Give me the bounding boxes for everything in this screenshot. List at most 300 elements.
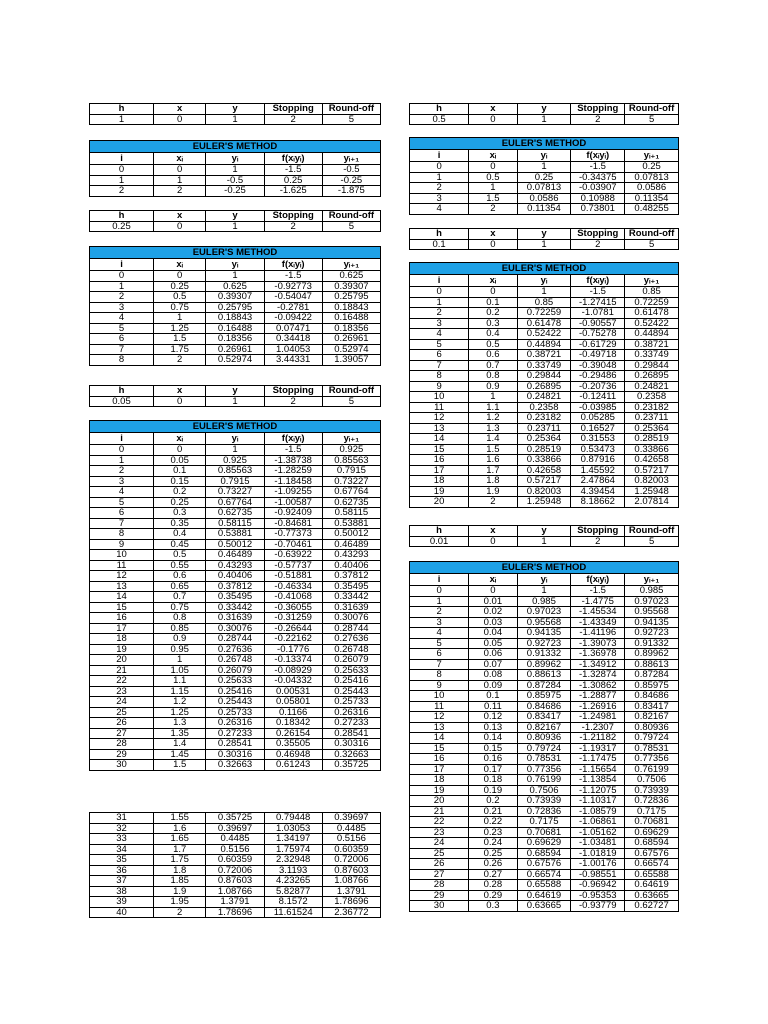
table-cell: 1 [517, 586, 571, 597]
table-cell: 0.25795 [322, 292, 380, 303]
table-cell: 0.25795 [206, 302, 264, 313]
table-cell: 9 [90, 539, 154, 550]
table-cell: 0.23711 [625, 413, 679, 424]
table-row [410, 381, 679, 392]
table-cell: -0.95353 [571, 890, 625, 901]
table-cell: 37 [90, 876, 154, 887]
table-cell: 4 [410, 628, 469, 639]
table-cell: 0.7506 [517, 785, 571, 796]
euler-header-cell: xᵢ [469, 150, 517, 162]
table-cell: 17 [410, 764, 469, 775]
table-cell: 0.5 [154, 292, 206, 303]
table-cell: 19 [410, 486, 469, 497]
table-cell: 0.35505 [264, 739, 322, 750]
table-cell: 1.75 [154, 344, 206, 355]
table-cell: -0.34375 [571, 172, 625, 183]
table-cell: 0.52974 [206, 355, 264, 366]
table-cell: 0.26154 [264, 728, 322, 739]
table-cell: 29 [90, 749, 154, 760]
table-cell: 0.6 [154, 571, 206, 582]
table-cell: 0.62735 [206, 508, 264, 519]
table-cell: 0.27636 [322, 634, 380, 645]
param-header-cell: Stopping [264, 104, 322, 115]
table-cell: 0.92723 [625, 628, 679, 639]
table-cell: 2 [154, 186, 206, 197]
table-cell: 0.67764 [206, 497, 264, 508]
table-cell: -0.77373 [264, 529, 322, 540]
table-cell: 1 [469, 183, 517, 194]
table-row [410, 596, 679, 607]
euler-header-cell: yᵢ₊₁ [625, 150, 679, 162]
table-cell: 0.7915 [322, 466, 380, 477]
table-cell: 0.7 [154, 592, 206, 603]
table-cell: 1.03053 [264, 823, 322, 834]
table-cell: 0.85 [625, 287, 679, 298]
table-row [410, 806, 679, 817]
table-cell: 0.7915 [206, 476, 264, 487]
param-header-cell: Round-off [322, 386, 380, 397]
table-cell: 0.67576 [517, 859, 571, 870]
table-row [90, 302, 381, 313]
table-cell: 1.5 [469, 193, 517, 204]
table-cell: 1 [90, 455, 154, 466]
table-cell: 0.29 [469, 890, 517, 901]
table-cell: 4 [410, 204, 469, 215]
table-cell: 20 [90, 655, 154, 666]
table-cell: 0.25 [264, 175, 322, 186]
table-cell: 0.35495 [322, 581, 380, 592]
table-cell: 0.89962 [625, 649, 679, 660]
table-row [410, 162, 679, 173]
table-row [410, 360, 679, 371]
table-cell: 0.35725 [206, 813, 264, 824]
table-cell: 1 [517, 287, 571, 298]
table-row [90, 707, 381, 718]
euler-header-cell: i [410, 275, 469, 287]
table-cell: -0.92773 [264, 281, 322, 292]
euler-header-cell: xᵢ [154, 259, 206, 271]
table-cell: 1.05 [154, 665, 206, 676]
table-cell: 14 [410, 434, 469, 445]
table-cell: 0.1 [154, 466, 206, 477]
table-cell: 0.7506 [625, 775, 679, 786]
table-cell: 32 [90, 823, 154, 834]
table-cell: 13 [410, 722, 469, 733]
param-header-cell: x [469, 229, 517, 240]
table-row [410, 670, 679, 681]
param-value-cell: 0 [469, 536, 517, 547]
table-cell: 1.78696 [322, 897, 380, 908]
table-row [410, 617, 679, 628]
table-row [410, 775, 679, 786]
table-cell: 0.24821 [625, 381, 679, 392]
table-cell: 0.55 [154, 560, 206, 571]
euler-header-cell: f(xᵢyᵢ) [264, 153, 322, 165]
table-cell: 3 [410, 318, 469, 329]
table-cell: 1 [410, 172, 469, 183]
table-cell: 6 [410, 350, 469, 361]
table-cell: 0.50012 [206, 539, 264, 550]
table-cell: 11 [410, 701, 469, 712]
table-row [410, 785, 679, 796]
table-cell: 38 [90, 886, 154, 897]
table-cell: 0.65588 [517, 880, 571, 891]
table-cell: 21 [410, 806, 469, 817]
table-cell: 0.4 [469, 329, 517, 340]
table-cell: -0.70461 [264, 539, 322, 550]
param-header-cell: y [517, 526, 571, 537]
param-value-cell: 1 [206, 221, 264, 232]
table-cell: 0.06 [469, 649, 517, 660]
table-cell: 0.07 [469, 659, 517, 670]
euler-title-row [410, 562, 679, 574]
table-cell: 0.64619 [517, 890, 571, 901]
euler-header-cell: yᵢ₊₁ [322, 433, 380, 445]
table-cell: 0.2358 [625, 392, 679, 403]
table-cell: 0.10988 [571, 193, 625, 204]
table-cell: -1.13854 [571, 775, 625, 786]
param-value-cell: 0.1 [410, 239, 469, 250]
table-cell: 1.75 [154, 855, 206, 866]
table-cell: 0.00531 [264, 686, 322, 697]
table-cell: 0.925 [322, 445, 380, 456]
euler-header-cell: yᵢ₊₁ [625, 275, 679, 287]
table-cell: 0.68594 [517, 848, 571, 859]
table-cell: 0 [90, 445, 154, 456]
table-cell: 1 [154, 313, 206, 324]
table-cell: 0.35725 [322, 760, 380, 771]
table-cell: 0.60359 [206, 855, 264, 866]
param-header-cell: x [469, 526, 517, 537]
table-row [410, 455, 679, 466]
param-header-cell: y [517, 229, 571, 240]
euler-table-h-0.05 [89, 420, 381, 771]
table-cell: -1.19317 [571, 743, 625, 754]
table-cell: 0.76199 [625, 764, 679, 775]
table-cell: 0.28541 [206, 739, 264, 750]
table-cell: 0.72259 [517, 308, 571, 319]
table-cell: -0.31259 [264, 613, 322, 624]
table-row [410, 413, 679, 424]
param-table-h-0.1 [409, 228, 679, 250]
table-cell: 0.25 [517, 172, 571, 183]
param-header-cell: x [154, 104, 206, 115]
table-cell: 0 [469, 287, 517, 298]
euler-header-cell: yᵢ [517, 275, 571, 287]
param-value-cell: 0.01 [410, 536, 469, 547]
table-row [410, 691, 679, 702]
table-cell: 0.1 [469, 691, 517, 702]
table-row [90, 813, 381, 824]
table-row [410, 701, 679, 712]
table-cell: 0.28744 [206, 634, 264, 645]
table-row [90, 623, 381, 634]
table-row [410, 183, 679, 194]
table-cell: 0.73227 [322, 476, 380, 487]
table-cell: 3 [90, 302, 154, 313]
table-cell: 0.39307 [206, 292, 264, 303]
table-cell: -0.5 [322, 165, 380, 176]
table-cell: 0.14 [469, 733, 517, 744]
table-cell: 0.61478 [625, 308, 679, 319]
table-cell: 0.33866 [625, 444, 679, 455]
table-cell: 1.65 [154, 834, 206, 845]
table-cell: 1.7 [154, 844, 206, 855]
table-cell: 0.27636 [206, 644, 264, 655]
table-cell: 1.04053 [264, 344, 322, 355]
table-cell: 0.35495 [206, 592, 264, 603]
table-cell: 0.18 [469, 775, 517, 786]
table-cell: 0.02 [469, 607, 517, 618]
table-cell: -0.08929 [264, 665, 322, 676]
table-cell: 3 [410, 193, 469, 204]
param-value-cell: 0.5 [410, 114, 469, 125]
table-row [410, 628, 679, 639]
table-cell: 0.2 [469, 796, 517, 807]
euler-header-cell: yᵢ [517, 574, 571, 586]
table-cell: 0.33866 [517, 455, 571, 466]
table-cell: 11 [410, 402, 469, 413]
table-cell: 17 [410, 465, 469, 476]
param-header-row [90, 104, 381, 115]
table-cell: 0.27233 [206, 728, 264, 739]
table-row [90, 355, 381, 366]
table-cell: 18 [90, 634, 154, 645]
table-row [410, 287, 679, 298]
table-cell: 1 [206, 271, 264, 282]
table-cell: -1.15654 [571, 764, 625, 775]
table-cell: 0.28 [469, 880, 517, 891]
table-row [410, 827, 679, 838]
table-row [410, 659, 679, 670]
table-cell: 0.16 [469, 754, 517, 765]
table-cell: 0.25364 [517, 434, 571, 445]
table-cell: 36 [90, 865, 154, 876]
table-cell: 2 [410, 183, 469, 194]
table-cell: -1.5 [264, 445, 322, 456]
table-cell: 16 [90, 613, 154, 624]
table-cell: 0.70681 [517, 827, 571, 838]
euler-header-cell: xᵢ [154, 153, 206, 165]
table-cell: 0 [469, 162, 517, 173]
table-cell: 1.5 [154, 760, 206, 771]
table-row [90, 292, 381, 303]
table-cell: -0.25 [206, 186, 264, 197]
table-row [410, 838, 679, 849]
euler-header-cell: i [90, 433, 154, 445]
euler-header-cell: yᵢ [206, 153, 264, 165]
table-cell: 0.26079 [206, 665, 264, 676]
table-cell: 0.27233 [322, 718, 380, 729]
param-value-cell: 1 [206, 114, 264, 125]
table-row [410, 339, 679, 350]
table-cell: 0.89962 [517, 659, 571, 670]
table-cell: 8 [410, 670, 469, 681]
table-cell: 0.67764 [322, 487, 380, 498]
table-row [410, 297, 679, 308]
table-cell: 0.72836 [625, 796, 679, 807]
param-header-row [90, 386, 381, 397]
table-cell: 0.26895 [517, 381, 571, 392]
table-cell: 2.36772 [322, 907, 380, 918]
table-cell: 0.78531 [517, 754, 571, 765]
table-cell: 0.44894 [625, 329, 679, 340]
param-header-cell: Stopping [264, 386, 322, 397]
table-cell: 1 [469, 392, 517, 403]
table-cell: 0.85563 [322, 455, 380, 466]
param-header-cell: Stopping [264, 211, 322, 222]
table-cell: 1.3791 [322, 886, 380, 897]
table-cell: 0.72006 [206, 865, 264, 876]
table-cell: 1.45592 [571, 465, 625, 476]
param-header-cell: x [154, 211, 206, 222]
table-row [410, 423, 679, 434]
table-row [410, 880, 679, 891]
table-cell: 0.91332 [517, 649, 571, 660]
euler-table-h-0.5 [409, 137, 679, 215]
table-cell: 3 [410, 617, 469, 628]
table-cell: -1.06861 [571, 817, 625, 828]
table-cell: -1.875 [322, 186, 380, 197]
table-cell: 0.76199 [517, 775, 571, 786]
table-cell: 0.26316 [206, 718, 264, 729]
table-cell: -1.28877 [571, 691, 625, 702]
param-value-cell: 2 [571, 239, 625, 250]
table-cell: 2 [90, 292, 154, 303]
table-cell: 0.45 [154, 539, 206, 550]
table-cell: -0.90557 [571, 318, 625, 329]
table-cell: 0.72006 [322, 855, 380, 866]
table-cell: 0.28519 [625, 434, 679, 445]
table-cell: -1.05162 [571, 827, 625, 838]
table-cell: -1.21182 [571, 733, 625, 744]
table-cell: 1.25 [154, 323, 206, 334]
table-cell: 6 [410, 649, 469, 660]
table-cell: 15 [410, 743, 469, 754]
table-cell: 0.66574 [625, 859, 679, 870]
table-cell: 0.60359 [322, 844, 380, 855]
table-cell: -0.84681 [264, 518, 322, 529]
table-cell: 0.26895 [625, 371, 679, 382]
table-cell: -0.29486 [571, 371, 625, 382]
table-cell: 0.33749 [517, 360, 571, 371]
table-cell: 23 [410, 827, 469, 838]
table-cell: -1.5 [571, 162, 625, 173]
table-row [90, 897, 381, 908]
table-cell: 1 [154, 655, 206, 666]
euler-header-cell: f(xᵢyᵢ) [571, 150, 625, 162]
table-cell: 8.18662 [571, 497, 625, 508]
table-cell: -0.46334 [264, 581, 322, 592]
table-cell: -1.625 [264, 186, 322, 197]
param-value-cell: 1 [517, 536, 571, 547]
param-value-cell: 5 [625, 536, 679, 547]
table-cell: 0.46948 [264, 749, 322, 760]
param-header-cell: y [206, 211, 264, 222]
table-cell: 3.44331 [264, 355, 322, 366]
table-cell: -0.49718 [571, 350, 625, 361]
table-row [90, 823, 381, 834]
euler-header-cell: yᵢ₊₁ [322, 259, 380, 271]
table-cell: 0.25443 [206, 697, 264, 708]
table-row [410, 638, 679, 649]
table-cell: -0.13374 [264, 655, 322, 666]
table-cell: 0.26079 [322, 655, 380, 666]
table-cell: 0.5 [469, 172, 517, 183]
table-cell: 0.985 [517, 596, 571, 607]
table-cell: 8 [90, 355, 154, 366]
table-cell: -1.32874 [571, 670, 625, 681]
table-cell: 13 [90, 581, 154, 592]
table-row [90, 186, 381, 197]
table-cell: 21 [90, 665, 154, 676]
table-cell: 0.29844 [625, 360, 679, 371]
table-cell: 1.3 [154, 718, 206, 729]
table-cell: 0.3 [469, 318, 517, 329]
table-cell: -1.2307 [571, 722, 625, 733]
table-cell: 0.48255 [625, 204, 679, 215]
table-cell: 27 [90, 728, 154, 739]
table-cell: -0.92409 [264, 508, 322, 519]
table-cell: 0.42658 [625, 455, 679, 466]
table-cell: 19 [90, 644, 154, 655]
table-cell: -0.04332 [264, 676, 322, 687]
table-cell: 1 [410, 297, 469, 308]
table-row [410, 329, 679, 340]
param-table-h-1 [89, 103, 381, 125]
table-cell: 0.80936 [625, 722, 679, 733]
table-cell: 1.35 [154, 728, 206, 739]
table-cell: 0.79724 [625, 733, 679, 744]
table-cell: 2 [410, 607, 469, 618]
table-cell: 0.66574 [517, 869, 571, 880]
table-cell: -1.28259 [264, 466, 322, 477]
table-cell: -0.26644 [264, 623, 322, 634]
table-cell: 1 [154, 175, 206, 186]
table-cell: 0.11 [469, 701, 517, 712]
table-cell: 1.3 [469, 423, 517, 434]
table-cell: 0.46489 [206, 550, 264, 561]
euler-table-h-0.25 [89, 246, 381, 366]
table-cell: 2 [90, 466, 154, 477]
table-cell: 12 [410, 712, 469, 723]
param-header-cell: y [206, 104, 264, 115]
param-header-cell: Round-off [625, 104, 679, 115]
euler-header-cell: xᵢ [154, 433, 206, 445]
table-row [410, 817, 679, 828]
table-cell: 0.0586 [517, 193, 571, 204]
table-cell: 4 [90, 487, 154, 498]
table-row [410, 680, 679, 691]
table-cell: 0.37812 [322, 571, 380, 582]
table-cell: 7 [410, 659, 469, 670]
table-cell: 0 [154, 271, 206, 282]
table-cell: 0.65 [154, 581, 206, 592]
table-cell: -1.38738 [264, 455, 322, 466]
table-cell: 0.61243 [264, 760, 322, 771]
table-cell: 0.19 [469, 785, 517, 796]
table-cell: 0.84686 [625, 691, 679, 702]
table-cell: 0.88613 [517, 670, 571, 681]
table-cell: 0.40406 [206, 571, 264, 582]
table-cell: 0.07813 [625, 172, 679, 183]
table-row [410, 722, 679, 733]
table-cell: 0.5 [154, 550, 206, 561]
param-table-h-0.05 [89, 385, 381, 407]
param-header-row [90, 211, 381, 222]
table-cell: 0.6 [469, 350, 517, 361]
table-cell: 5 [410, 638, 469, 649]
